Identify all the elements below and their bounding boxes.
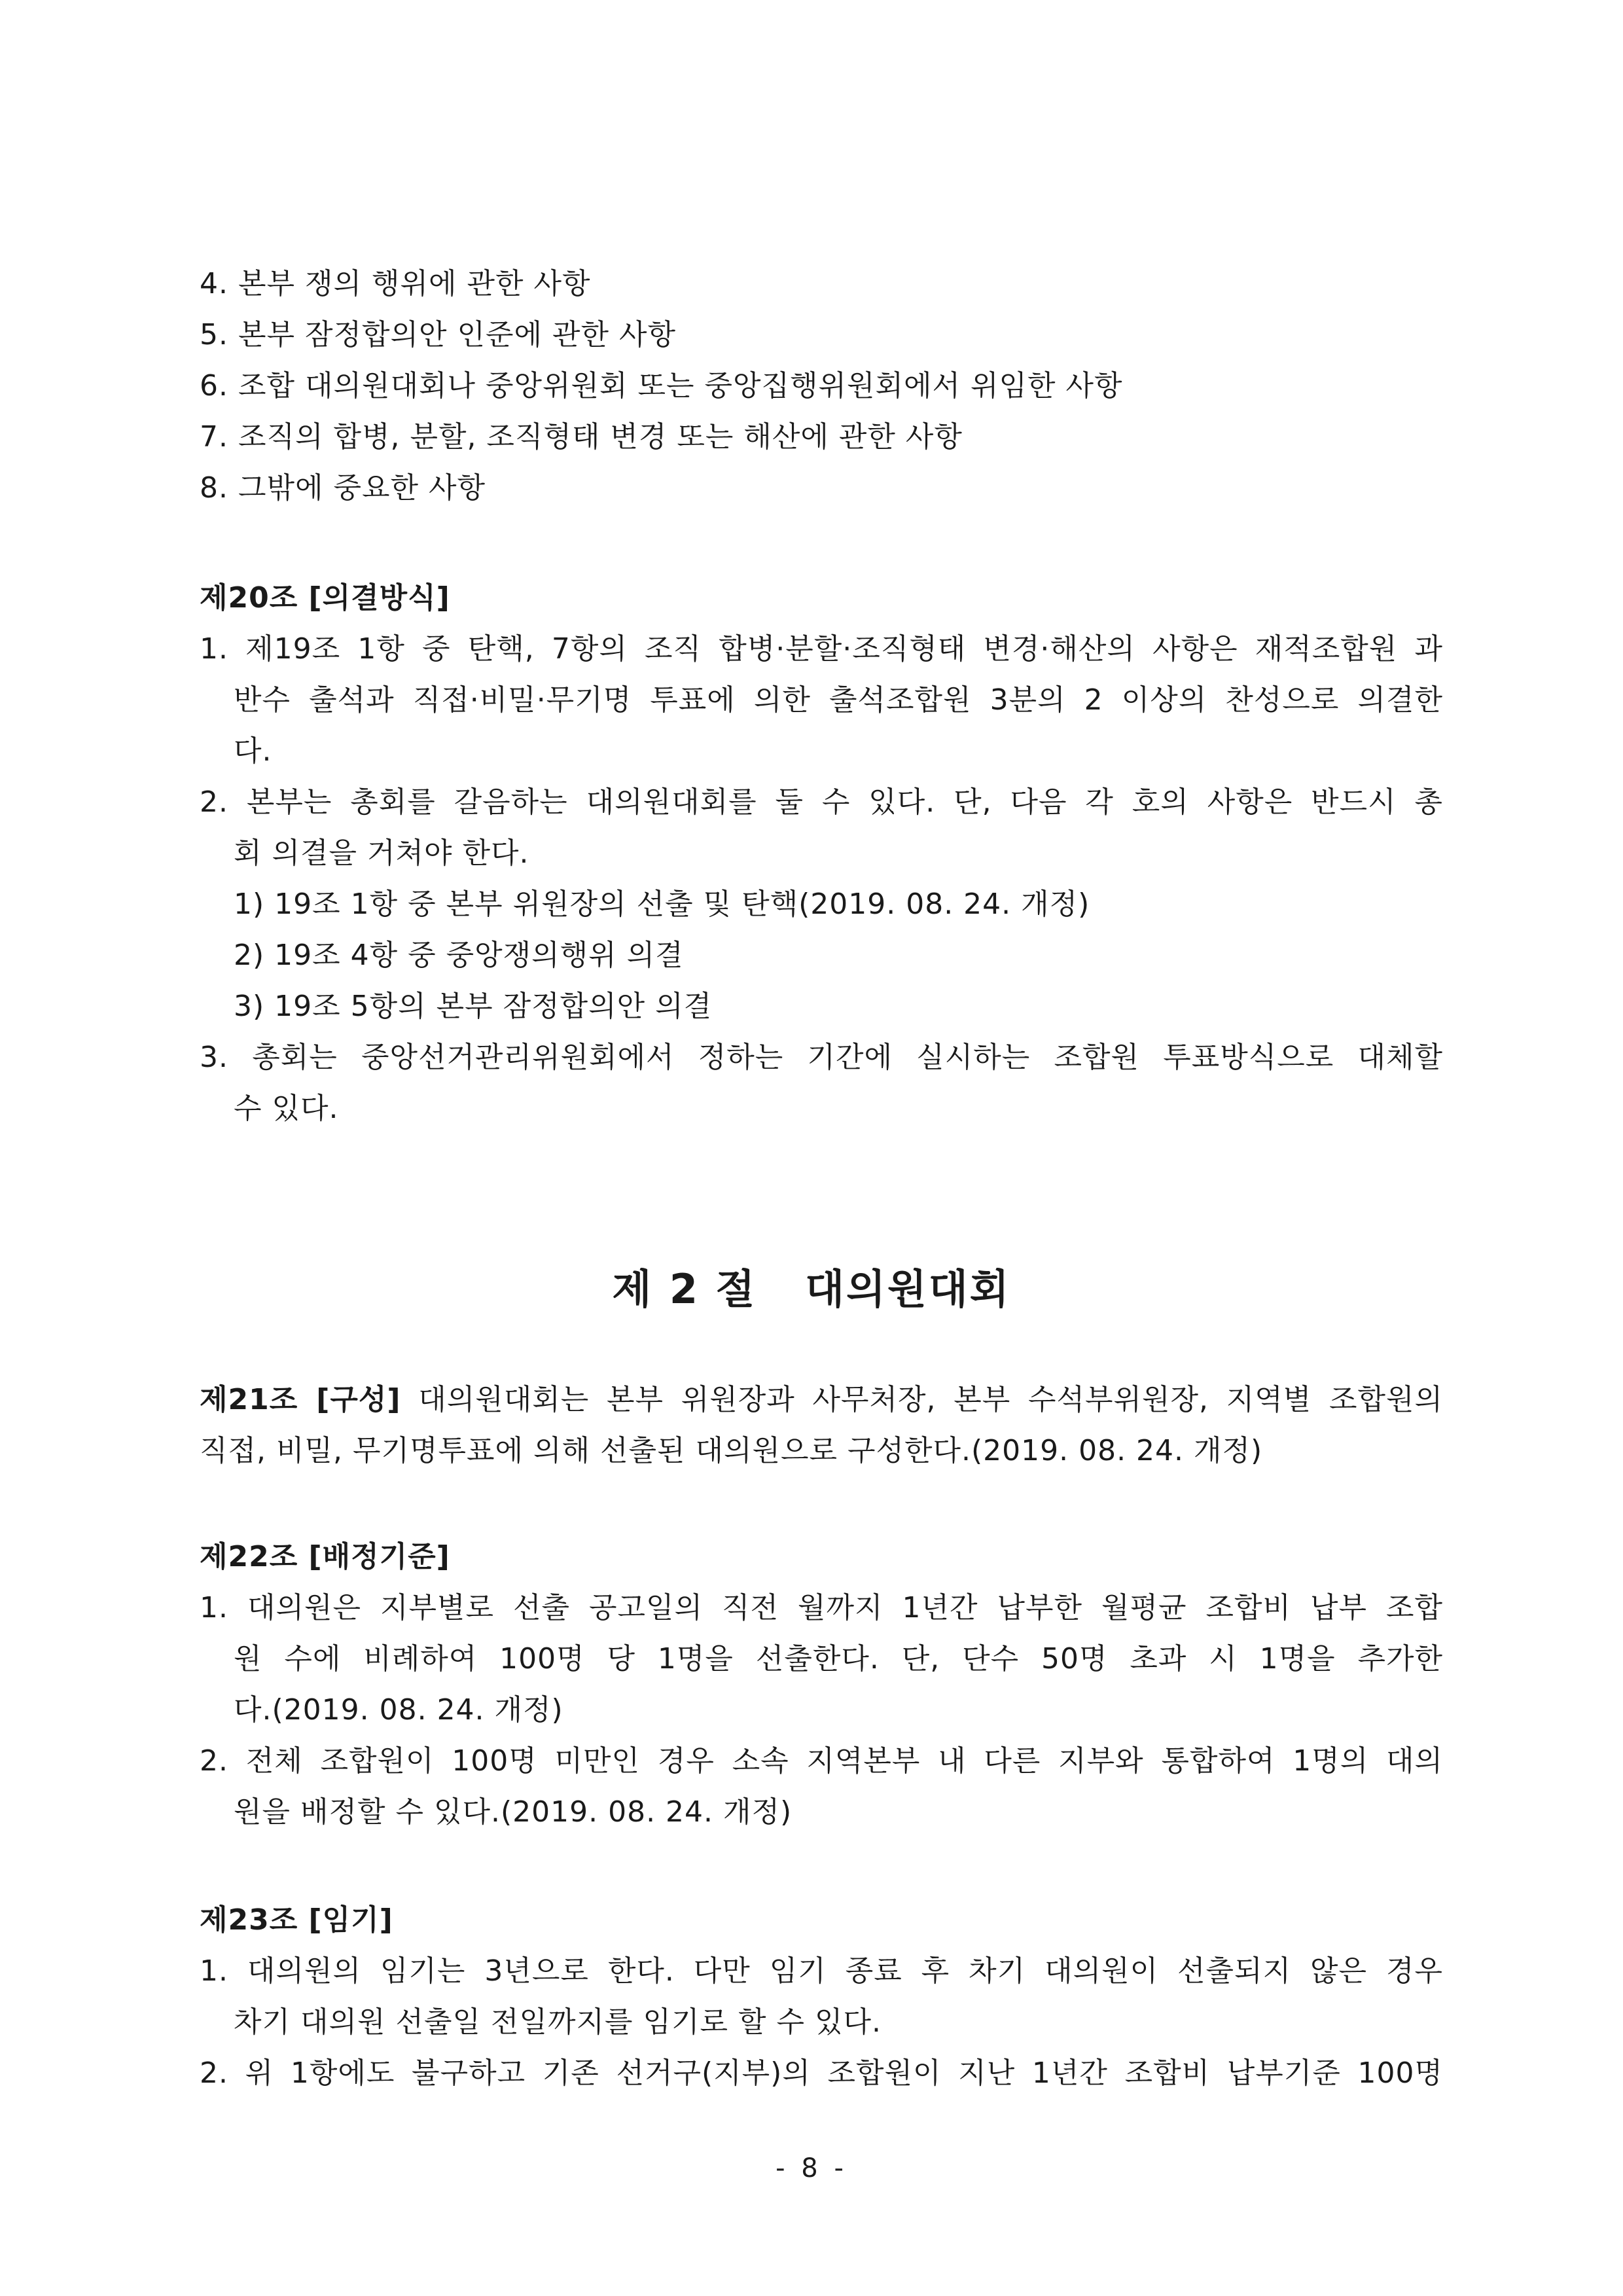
page-number: - 8 - bbox=[776, 2153, 847, 2183]
article22-p1-line1: 1. 대의원은 지부별로 선출 공고일의 직전 월까지 1년간 납부한 월평균 조합비 납부 조합 bbox=[200, 1591, 1443, 1624]
section-title-text: 제 2 절 대의원대회 bbox=[612, 1265, 1011, 1313]
article20-heading: 제20조 [의결방식] bbox=[200, 581, 450, 615]
article22-heading: 제22조 [배정기준] bbox=[200, 1540, 450, 1573]
article20-p1-line2: 반수 출석과 직접·비밀·무기명 투표에 의한 출석조합원 3분의 2 이상의 찬성으로 의결한 bbox=[234, 683, 1443, 717]
list-item-6: 6. 조합 대의원대회나 중앙위원회 또는 중앙집행위원회에서 위임한 사항 bbox=[200, 369, 1123, 403]
list-item-7: 7. 조직의 합병, 분할, 조직형태 변경 또는 해산에 관한 사항 bbox=[200, 420, 963, 454]
article22-p1-line2: 원 수에 비례하여 100명 당 1명을 선출한다. 단, 단수 50명 초과 시 1명을 추가한 bbox=[234, 1642, 1443, 1676]
article20-p2-line2: 회 의결을 거쳐야 한다. bbox=[234, 836, 529, 870]
article23-heading: 제23조 [임기] bbox=[200, 1903, 393, 1937]
article23-p1-line2: 차기 대의원 선출일 전일까지를 임기로 할 수 있다. bbox=[234, 2005, 882, 2039]
article21-line1-text: 대의원대회는 본부 위원장과 사무처장, 본부 수석부위원장, 지역별 조합원의 bbox=[401, 1383, 1443, 1416]
article19-continued-list bbox=[200, 259, 1443, 514]
list-item-4: 4. 본부 쟁의 행위에 관한 사항 bbox=[200, 267, 591, 300]
article21 bbox=[200, 1374, 1443, 1477]
article21-line1 bbox=[200, 1374, 1443, 1426]
list-item-5: 5. 본부 잠정합의안 인준에 관한 사항 bbox=[200, 318, 676, 351]
article22 bbox=[200, 1532, 1443, 1838]
article23-p2-line1: 2. 위 1항에도 불구하고 기존 선거구(지부)의 조합원이 지난 1년간 조합비 납부기준 100명 bbox=[200, 2056, 1443, 2090]
list-item-8: 8. 그밖에 중요한 사항 bbox=[200, 471, 486, 505]
article21-heading: 제21조 [구성] bbox=[200, 1383, 401, 1416]
article20-p1-line3: 다. bbox=[234, 734, 272, 768]
article20-sub-item-1: 1) 19조 1항 중 본부 위원장의 선출 및 탄핵(2019. 08. 24. 개정) bbox=[234, 888, 1090, 921]
article20-sub-item-2: 2) 19조 4항 중 중앙쟁의행위 의결 bbox=[234, 939, 684, 972]
article23-p1-line1: 1. 대의원의 임기는 3년으로 한다. 다만 임기 종료 후 차기 대의원이 선출되지 않은 경우 bbox=[200, 1954, 1443, 1988]
article20-p3-line1: 3. 총회는 중앙선거관리위원회에서 정하는 기간에 실시하는 조합원 투표방식으로 대체할 bbox=[200, 1041, 1443, 1074]
article22-p2-line2: 원을 배정할 수 있다.(2019. 08. 24. 개정) bbox=[234, 1795, 793, 1829]
section-title bbox=[0, 1257, 1623, 1315]
article20-p2-line1: 2. 본부는 총회를 갈음하는 대의원대회를 둘 수 있다. 단, 다음 각 호의 사항은 반드시 총 bbox=[200, 785, 1443, 819]
article23 bbox=[200, 1895, 1443, 2099]
article21-line2: 직접, 비밀, 무기명투표에 의해 선출된 대의원으로 구성한다.(2019. 08. 24. 개정) bbox=[200, 1434, 1263, 1467]
article22-p2-line1: 2. 전체 조합원이 100명 미만인 경우 소속 지역본부 내 다른 지부와 통합하여 1명의 대의 bbox=[200, 1744, 1443, 1778]
article20-sub-item-3: 3) 19조 5항의 본부 잠정합의안 의결 bbox=[234, 990, 713, 1023]
article20 bbox=[200, 573, 1443, 1134]
article20-p3-line2: 수 있다. bbox=[234, 1092, 339, 1125]
article20-p1-line1: 1. 제19조 1항 중 탄핵, 7항의 조직 합병·분할·조직형태 변경·해산의 사항은 재적조합원 과 bbox=[200, 632, 1443, 666]
article22-p1-line3: 다.(2019. 08. 24. 개정) bbox=[234, 1693, 563, 1727]
